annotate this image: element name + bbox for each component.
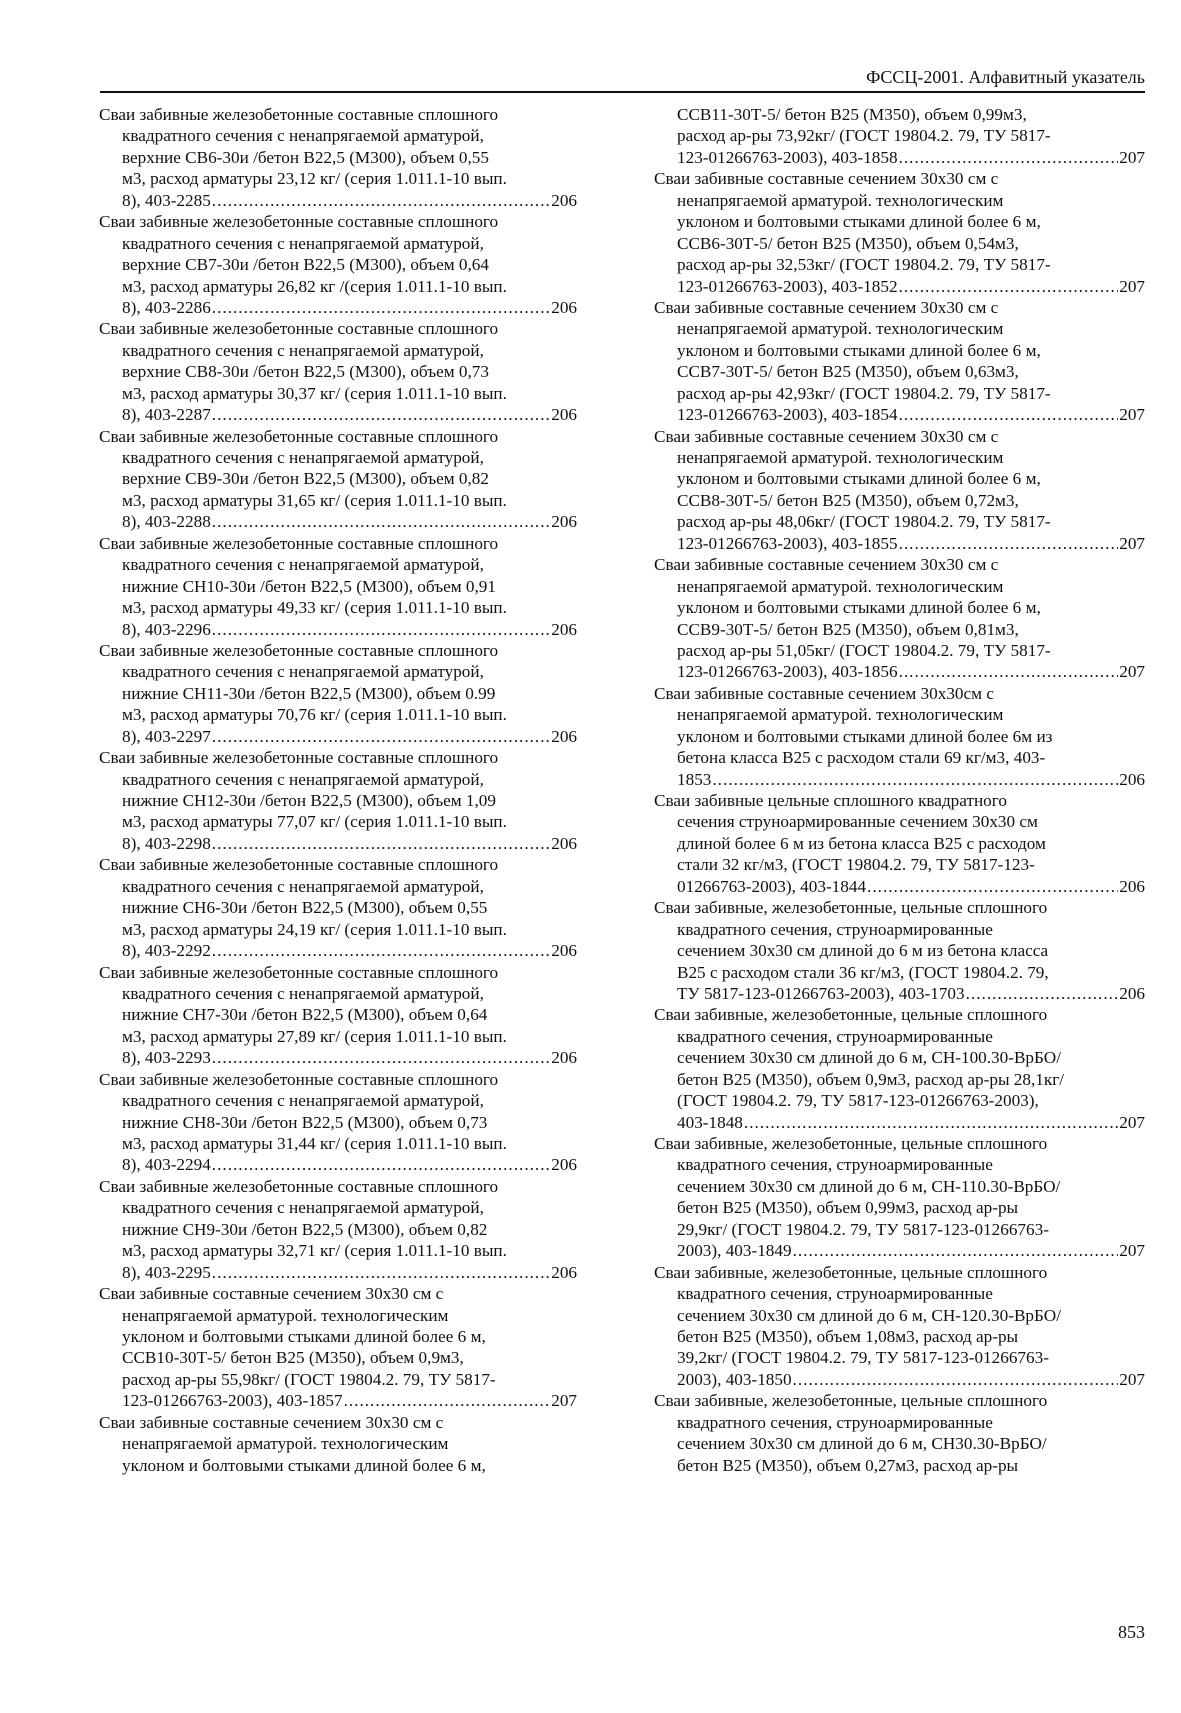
leader-dots (793, 1240, 1119, 1261)
entry-text-line: Сваи забивные составные сечением 30х30см с (654, 683, 994, 703)
entry-final-line (99, 190, 577, 211)
entry-text-line: расход ар-ры 32,53кг/ (ГОСТ 19804.2. 79, ТУ 5817- (677, 255, 1051, 275)
index-entry (99, 854, 577, 961)
leader-dots (712, 769, 1118, 790)
entry-page-ref: 206 (551, 405, 577, 425)
entry-text-line: бетон В25 (М350), объем 0,99м3, расход ар-ры (677, 1198, 1019, 1218)
entry-text-line: м3, расход арматуры 27,89 кг/ (серия 1.011.1-10 вып. (122, 1026, 507, 1046)
entry-page-ref: 206 (551, 190, 577, 210)
entry-text-line: уклоном и болтовыми стыками длиной более 6 м, (122, 1455, 486, 1475)
entry-text-line: Сваи забивные составные сечением 30х30 см с (654, 555, 999, 575)
entry-final-line (99, 833, 577, 854)
entry-final-line (99, 404, 577, 425)
leader-dots (212, 190, 550, 211)
entry-text-line: верхние СВ8-30и /бетон В22,5 (М300), объем 0,73 (122, 362, 489, 382)
leader-dots (899, 147, 1119, 168)
entry-final-line (99, 726, 577, 747)
entry-final-text: 8), 403-2297 (122, 726, 211, 746)
entry-page-ref: 206 (551, 1048, 577, 1068)
entry-text-line: расход ар-ры 73,92кг/ (ГОСТ 19804.2. 79, ТУ 5817- (677, 126, 1051, 146)
index-entry (654, 790, 1145, 897)
entry-final-text: 123-01266763-2003), 403-1855 (677, 533, 898, 553)
index-entry (99, 747, 577, 854)
entry-text-line: Сваи забивные, железобетонные, цельные сплошного (654, 898, 1048, 918)
entry-text-line: Сваи забивные железобетонные составные сплошного (99, 105, 499, 124)
index-entry (654, 1262, 1145, 1391)
entry-page-ref: 206 (551, 297, 577, 317)
entry-page-ref: 207 (1119, 1369, 1145, 1389)
index-column-left (99, 104, 577, 1476)
entry-final-line (654, 276, 1145, 297)
entry-text-line: уклоном и болтовыми стыками длиной более 6 м, (677, 212, 1041, 232)
entry-page-ref: 207 (1119, 276, 1145, 296)
entry-final-text: 8), 403-2288 (122, 512, 211, 532)
entry-final-line (99, 619, 577, 640)
entry-final-line (654, 1369, 1145, 1390)
entry-page-ref: 206 (551, 833, 577, 853)
entry-page-ref: 206 (551, 1155, 577, 1175)
entry-text-line: уклоном и болтовыми стыками длиной более 6 м, (677, 340, 1041, 360)
index-entry (99, 211, 577, 318)
entry-text-line: ненапрягаемой арматурой. технологическим (677, 705, 1004, 725)
index-entry (654, 897, 1145, 1004)
entry-text-line: квадратного сечения с ненапрягаемой арматурой, (122, 555, 484, 575)
leader-dots (212, 404, 550, 425)
entry-text-line: Сваи забивные железобетонные составные сплошного (99, 1069, 499, 1089)
entry-page-ref: 206 (1119, 769, 1145, 789)
index-entry (99, 1283, 577, 1412)
entry-text-line: квадратного сечения с ненапрягаемой арматурой, (122, 769, 484, 789)
index-entry (99, 104, 577, 211)
entry-final-line (99, 1154, 577, 1175)
entry-final-text: 403-1848 (677, 1112, 743, 1132)
leader-dots (212, 1154, 550, 1175)
entry-text-line: квадратного сечения с ненапрягаемой арматурой, (122, 233, 484, 253)
leader-dots (899, 276, 1119, 297)
entry-final-line (99, 940, 577, 961)
entry-final-line (654, 1240, 1145, 1261)
entry-text-line: длиной более 6 м из бетона класса В25 с расходом (677, 833, 1046, 853)
entry-page-ref: 206 (551, 1262, 577, 1282)
entry-text-line: ССВ8-30Т-5/ бетон В25 (М350), объем 0,72м3, (677, 490, 1019, 510)
entry-text-line: м3, расход арматуры 49,33 кг/ (серия 1.011.1-10 вып. (122, 598, 507, 618)
entry-page-ref: 206 (551, 941, 577, 961)
entry-final-text: 8), 403-2287 (122, 405, 211, 425)
entry-final-line (654, 147, 1145, 168)
entry-text-line: стали 32 кг/м3, (ГОСТ 19804.2. 79, ТУ 5817-123- (677, 855, 1035, 875)
entry-page-ref: 206 (551, 619, 577, 639)
entry-text-line: верхние СВ6-30и /бетон В22,5 (М300), объем 0,55 (122, 147, 489, 167)
entry-text-line: Сваи забивные, железобетонные, цельные сплошного (654, 1134, 1048, 1153)
entry-text-line: Сваи забивные железобетонные составные сплошного (99, 640, 499, 660)
entry-text-line: квадратного сечения с ненапрягаемой арматурой, (122, 340, 484, 360)
entry-text-line: сечением 30х30 см длиной до 6 м, СН30.30-ВрБО/ (677, 1434, 1047, 1454)
entry-final-line (654, 661, 1145, 682)
entry-text-line: Сваи забивные железобетонные составные сплошного (99, 212, 499, 232)
leader-dots (744, 1112, 1118, 1133)
leader-dots (899, 533, 1119, 554)
running-header: ФССЦ-2001. Алфавитный указатель (100, 64, 1145, 93)
entry-final-line (99, 511, 577, 532)
entry-text-line: м3, расход арматуры 30,37 кг/ (серия 1.011.1-10 вып. (122, 383, 507, 403)
leader-dots (793, 1369, 1119, 1390)
entry-text-line: квадратного сечения с ненапрягаемой арматурой, (122, 1198, 484, 1218)
entry-text-line: Сваи забивные, железобетонные, цельные сплошного (654, 1262, 1048, 1282)
entry-text-line: 29,9кг/ (ГОСТ 19804.2. 79, ТУ 5817-123-01266763- (677, 1219, 1049, 1239)
index-entry (654, 683, 1145, 790)
entry-final-text: 123-01266763-2003), 403-1856 (677, 662, 898, 682)
entry-text-line: уклоном и болтовыми стыками длиной более 6 м, (677, 469, 1041, 489)
entry-text-line: Сваи забивные, железобетонные, цельные сплошного (654, 1391, 1048, 1411)
entry-text-line: Сваи забивные железобетонные составные сплошного (99, 319, 499, 339)
entry-text-line: м3, расход арматуры 24,19 кг/ (серия 1.011.1-10 вып. (122, 919, 507, 939)
entry-text-line: ненапрягаемой арматурой. технологическим (122, 1434, 449, 1454)
entry-text-line: расход ар-ры 51,05кг/ (ГОСТ 19804.2. 79, ТУ 5817- (677, 640, 1051, 660)
page-number: 853 (1118, 1622, 1145, 1642)
entry-page-ref: 207 (1119, 1112, 1145, 1132)
index-entry (99, 1412, 577, 1476)
entry-text-line: нижние СН9-30и /бетон В22,5 (М300), объем 0,82 (122, 1219, 488, 1239)
entry-final-text: 8), 403-2294 (122, 1155, 211, 1175)
entry-page-ref: 207 (1119, 405, 1145, 425)
entry-final-line (99, 1390, 577, 1411)
entry-text-line: ССВ11-30Т-5/ бетон В25 (М350), объем 0,99м3, (677, 105, 1027, 124)
entry-text-line: м3, расход арматуры 77,07 кг/ (серия 1.011.1-10 вып. (122, 812, 507, 832)
entry-text-line: ненапрягаемой арматурой. технологическим (122, 1305, 449, 1325)
entry-page-ref: 207 (1119, 533, 1145, 553)
entry-final-text: 1853 (677, 769, 712, 789)
entry-text-line: ССВ7-30Т-5/ бетон В25 (М350), объем 0,63м3, (677, 362, 1019, 382)
entry-text-line: нижние СН6-30и /бетон В22,5 (М300), объем 0,55 (122, 898, 488, 918)
entry-page-ref: 207 (551, 1391, 577, 1411)
entry-text-line: нижние СН10-30и /бетон В22,5 (М300), объем 0,91 (122, 576, 496, 596)
index-entry (99, 1069, 577, 1176)
entry-text-line: ненапрягаемой арматурой. технологическим (677, 190, 1004, 210)
entry-text-line: сечением 30х30 см длиной до 6 м, СН-110.30-ВрБО/ (677, 1176, 1061, 1196)
entry-text-line: Сваи забивные железобетонные составные сплошного (99, 533, 499, 553)
entry-text-line: нижние СН12-30и /бетон В22,5 (М300), объем 1,09 (122, 791, 496, 810)
entry-text-line: Сваи забивные железобетонные составные сплошного (99, 1176, 499, 1196)
entry-text-line: сечением 30х30 см длиной до 6 м, СН-120.30-ВрБО/ (677, 1305, 1061, 1325)
entry-text-line: ССВ10-30Т-5/ бетон В25 (М350), объем 0,9м3, (122, 1348, 464, 1368)
entry-final-text: 2003), 403-1850 (677, 1369, 792, 1389)
entry-text-line: м3, расход арматуры 70,76 кг/ (серия 1.011.1-10 вып. (122, 705, 507, 725)
leader-dots (212, 940, 550, 961)
entry-text-line: В25 с расходом стали 36 кг/м3, (ГОСТ 19804.2. 79, (677, 962, 1049, 982)
entry-text-line: нижние СН8-30и /бетон В22,5 (М300), объем 0,73 (122, 1112, 488, 1132)
entry-page-ref: 207 (1119, 1241, 1145, 1261)
entry-text-line: бетона класса В25 с расходом стали 69 кг/м3, 403- (677, 748, 1046, 768)
entry-text-line: сечением 30х30 см длиной до 6 м, СН-100.30-ВрБО/ (677, 1048, 1061, 1068)
entry-text-line: квадратного сечения с ненапрягаемой арматурой, (122, 662, 484, 682)
entry-final-text: 123-01266763-2003), 403-1852 (677, 276, 898, 296)
leader-dots (899, 404, 1119, 425)
entry-text-line: уклоном и болтовыми стыками длиной более 6 м, (677, 598, 1041, 618)
entry-text-line: бетон В25 (М350), объем 1,08м3, расход ар-ры (677, 1326, 1019, 1346)
entry-text-line: м3, расход арматуры 32,71 кг/ (серия 1.011.1-10 вып. (122, 1241, 507, 1261)
entry-final-line (99, 1262, 577, 1283)
index-entry (654, 1133, 1145, 1262)
entry-final-line (654, 769, 1145, 790)
entry-text-line: уклоном и болтовыми стыками длиной более 6 м, (122, 1326, 486, 1346)
entry-text-line: расход ар-ры 55,98кг/ (ГОСТ 19804.2. 79, ТУ 5817- (122, 1369, 496, 1389)
entry-text-line: Сваи забивные цельные сплошного квадратного (654, 791, 1007, 810)
leader-dots (212, 1047, 550, 1068)
leader-dots (344, 1390, 551, 1411)
leader-dots (212, 297, 550, 318)
entry-text-line: Сваи забивные железобетонные составные сплошного (99, 748, 499, 768)
index-entry (99, 1176, 577, 1283)
entry-text-line: Сваи забивные составные сечением 30х30 см с (99, 1284, 444, 1304)
entry-final-line (654, 876, 1145, 897)
entry-text-line: м3, расход арматуры 23,12 кг/ (серия 1.011.1-10 вып. (122, 169, 507, 189)
index-entry (99, 640, 577, 747)
entry-text-line: квадратного сечения с ненапрягаемой арматурой, (122, 983, 484, 1003)
leader-dots (212, 726, 550, 747)
index-entry (654, 554, 1145, 683)
index-column-right (654, 104, 1145, 1476)
entry-text-line: м3, расход арматуры 26,82 кг /(серия 1.011.1-10 вып. (122, 276, 507, 296)
entry-text-line: ненапрягаемой арматурой. технологическим (677, 319, 1004, 339)
index-entry (99, 962, 577, 1069)
entry-text-line: расход ар-ры 42,93кг/ (ГОСТ 19804.2. 79, ТУ 5817- (677, 383, 1051, 403)
leader-dots (899, 661, 1119, 682)
leader-dots (212, 1262, 550, 1283)
leader-dots (212, 511, 550, 532)
entry-final-line (99, 1047, 577, 1068)
entry-text-line: сечения струноармированные сечением 30х30 см (677, 812, 1038, 832)
entry-text-line: м3, расход арматуры 31,65 кг/ (серия 1.011.1-10 вып. (122, 490, 507, 510)
entry-final-text: 123-01266763-2003), 403-1857 (122, 1391, 343, 1411)
entry-text-line: м3, расход арматуры 31,44 кг/ (серия 1.011.1-10 вып. (122, 1134, 507, 1153)
entry-text-line: квадратного сечения с ненапрягаемой арматурой, (122, 1091, 484, 1111)
entry-text-line: нижние СН7-30и /бетон В22,5 (М300), объем 0,64 (122, 1005, 488, 1025)
entry-text-line: ненапрягаемой арматурой. технологическим (677, 576, 1004, 596)
entry-text-line: верхние СВ9-30и /бетон В22,5 (М300), объем 0,82 (122, 469, 489, 489)
index-entry (99, 533, 577, 640)
entry-text-line: уклоном и болтовыми стыками длиной более 6м из (677, 726, 1053, 746)
entry-text-line: ССВ6-30Т-5/ бетон В25 (М350), объем 0,54м3, (677, 233, 1019, 253)
entry-text-line: сечением 30х30 см длиной до 6 м из бетона класса (677, 941, 1049, 961)
entry-text-line: Сваи забивные железобетонные составные сплошного (99, 426, 499, 446)
entry-text-line: Сваи забивные составные сечением 30х30 см с (654, 297, 999, 317)
entry-text-line: (ГОСТ 19804.2. 79, ТУ 5817-123-01266763-2003), (677, 1091, 1039, 1111)
entry-final-line (654, 404, 1145, 425)
entry-text-line: Сваи забивные составные сечением 30х30 см с (99, 1412, 444, 1432)
entry-text-line: Сваи забивные составные сечением 30х30 см с (654, 426, 999, 446)
entry-page-ref: 207 (1119, 147, 1145, 167)
entry-final-text: 8), 403-2292 (122, 941, 211, 961)
entry-text-line: 39,2кг/ (ГОСТ 19804.2. 79, ТУ 5817-123-01266763- (677, 1348, 1049, 1368)
entry-final-text: 123-01266763-2003), 403-1854 (677, 405, 898, 425)
entry-final-text: ТУ 5817-123-01266763-2003), 403-1703 (677, 983, 965, 1003)
entry-text-line: квадратного сечения, струноармированные (677, 1284, 993, 1304)
entry-text-line: ненапрягаемой арматурой. технологическим (677, 448, 1004, 467)
entry-text-line: верхние СВ7-30и /бетон В22,5 (М300), объем 0,64 (122, 255, 489, 275)
index-entry (654, 168, 1145, 297)
index-entry (654, 297, 1145, 426)
entry-final-text: 8), 403-2298 (122, 833, 211, 853)
entry-final-text: 2003), 403-1849 (677, 1241, 792, 1261)
entry-page-ref: 206 (551, 726, 577, 746)
entry-text-line: ССВ9-30Т-5/ бетон В25 (М350), объем 0,81м3, (677, 619, 1019, 639)
entry-text-line: квадратного сечения, струноармированные (677, 1026, 993, 1046)
entry-final-text: 8), 403-2296 (122, 619, 211, 639)
entry-text-line: расход ар-ры 48,06кг/ (ГОСТ 19804.2. 79, ТУ 5817- (677, 512, 1051, 532)
entry-page-ref: 206 (1119, 876, 1145, 896)
index-entry (654, 104, 1145, 168)
entry-final-text: 8), 403-2295 (122, 1262, 211, 1282)
leader-dots (966, 983, 1119, 1004)
entry-text-line: квадратного сечения с ненапрягаемой арматурой, (122, 448, 484, 467)
entry-text-line: Сваи забивные, железобетонные, цельные сплошного (654, 1005, 1048, 1025)
index-entry (99, 426, 577, 533)
entry-page-ref: 207 (1119, 662, 1145, 682)
entry-page-ref: 206 (1119, 983, 1145, 1003)
leader-dots (212, 833, 550, 854)
entry-text-line: нижние СН11-30и /бетон В22,5 (М300), объем 0.99 (122, 683, 496, 703)
entry-text-line: Сваи забивные железобетонные составные сплошного (99, 962, 499, 982)
index-entry (99, 318, 577, 425)
entry-final-line (99, 297, 577, 318)
entry-text-line: Сваи забивные железобетонные составные сплошного (99, 855, 499, 875)
entry-final-text: 8), 403-2286 (122, 297, 211, 317)
entry-final-line (654, 1112, 1145, 1133)
entry-text-line: бетон В25 (М350), объем 0,9м3, расход ар-ры 28,1кг/ (677, 1069, 1065, 1089)
entry-text-line: квадратного сечения, струноармированные (677, 1412, 993, 1432)
leader-dots (212, 619, 550, 640)
entry-final-text: 01266763-2003), 403-1844 (677, 876, 867, 896)
entry-final-text: 8), 403-2293 (122, 1048, 211, 1068)
entry-final-line (654, 533, 1145, 554)
entry-text-line: квадратного сечения, струноармированные (677, 1155, 993, 1175)
entry-text-line: Сваи забивные составные сечением 30х30 см с (654, 169, 999, 189)
entry-text-line: квадратного сечения с ненапрягаемой арматурой, (122, 876, 484, 896)
index-entry (654, 426, 1145, 555)
entry-final-text: 8), 403-2285 (122, 190, 211, 210)
leader-dots (867, 876, 1118, 897)
entry-text-line: квадратного сечения, струноармированные (677, 919, 993, 939)
index-entry (654, 1004, 1145, 1133)
index-entry (654, 1390, 1145, 1476)
entry-text-line: квадратного сечения с ненапрягаемой арматурой, (122, 126, 484, 146)
entry-final-text: 123-01266763-2003), 403-1858 (677, 147, 898, 167)
entry-final-line (654, 983, 1145, 1004)
entry-page-ref: 206 (551, 512, 577, 532)
entry-text-line: бетон В25 (М350), объем 0,27м3, расход ар-ры (677, 1455, 1019, 1475)
